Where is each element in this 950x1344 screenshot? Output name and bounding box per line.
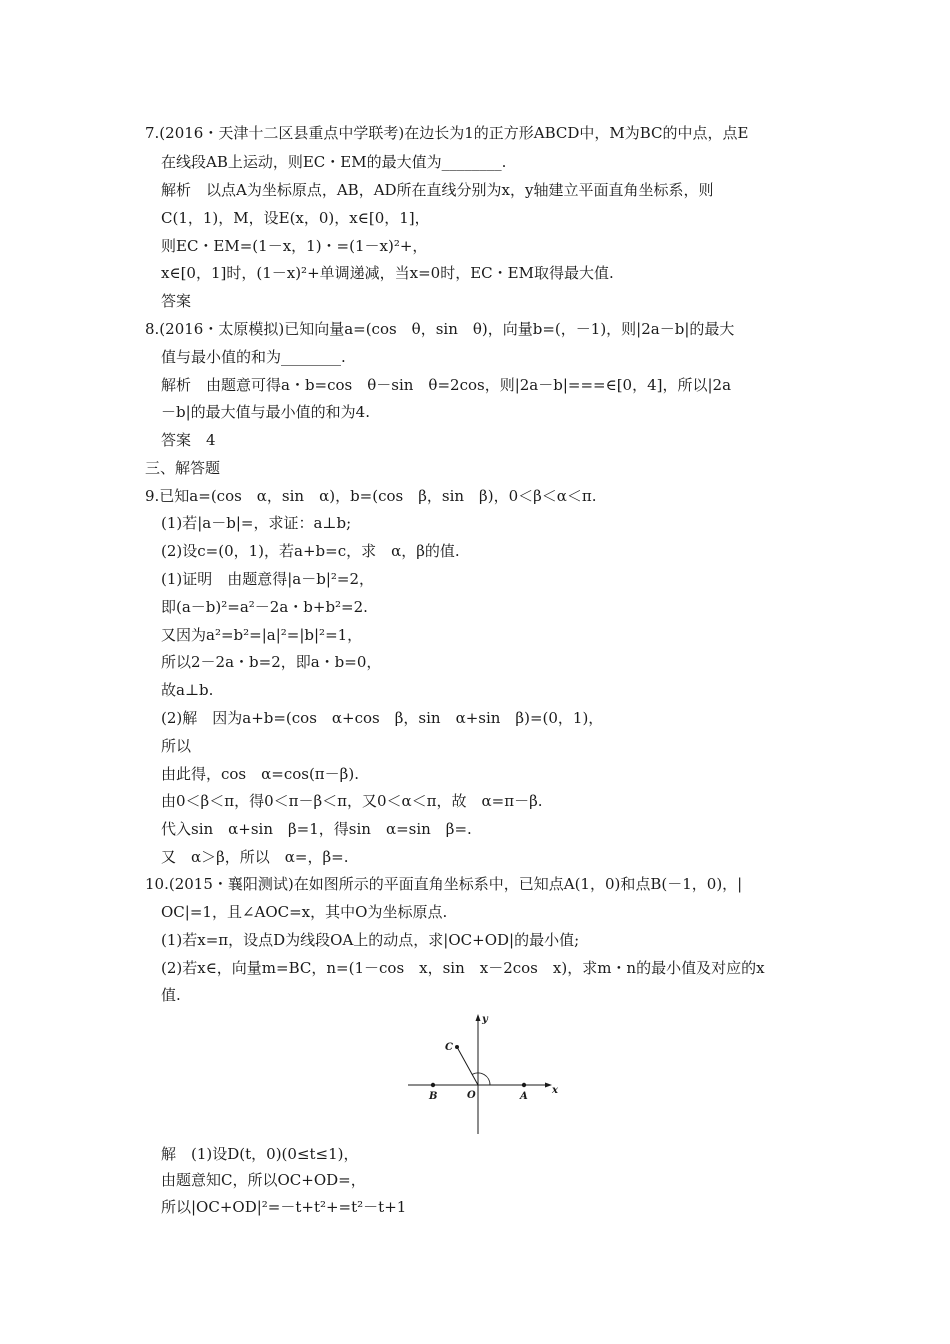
problem-7-analysis-line: C(1，1)，M，设E(x，0)，x∈[0，1]， xyxy=(161,209,430,227)
problem-9-proof-line: 所以2－2a・b=2，即a・b=0， xyxy=(161,653,382,671)
point-c-dot xyxy=(455,1045,459,1049)
problem-8-stem: 8.(2016・太原模拟)已知向量a=(cos θ，sin θ)，向量b=(，－1)，则|2a－b|的最大 xyxy=(145,320,735,338)
problem-10-solution: 解 (1)设D(t，0)(0≤t≤1)， xyxy=(161,1145,359,1163)
problem-9-proof-line: 故a⊥b. xyxy=(161,681,214,699)
problem-7-stem: 7.(2016・天津十二区县重点中学联考)在边长为1的正方形ABCD中，M为BC的中点，点E xyxy=(145,124,749,142)
y-axis-arrow xyxy=(476,1014,481,1021)
label-x: x xyxy=(552,1085,558,1096)
problem-7-analysis-line: x∈[0，1]时，(1－x)²+单调递减，当x=0时，EC・EM取得最大值. xyxy=(161,264,614,282)
problem-10-stem-cont: OC|=1，且∠AOC=x，其中O为坐标原点. xyxy=(161,903,448,921)
problem-10-part-1: (1)若x=π，设点D为线段OA上的动点，求|OC+OD|的最小值; xyxy=(161,931,580,949)
problem-9-solution-line: 又 α＞β，所以 α=，β=. xyxy=(161,848,349,866)
problem-7-stem-cont: 在线段AB上运动，则EC・EM的最大值为________. xyxy=(161,153,507,171)
problem-7-analysis-line: 则EC・EM=(1－x，1)・=(1－x)²+， xyxy=(161,237,428,255)
label-a: A xyxy=(520,1091,528,1102)
problem-10-solution-line: 所以|OC+OD|²=－t+t²+=t²－t+1 xyxy=(161,1198,407,1216)
section-heading: 三、解答题 xyxy=(145,459,221,477)
problem-10-stem: 10.(2015・襄阳测试)在如图所示的平面直角坐标系中，已知点A(1，0)和点B(－1，0)，| xyxy=(145,875,743,893)
problem-9-solution-line: 由0＜β＜π，得0＜π－β＜π，又0＜α＜π，故 α=π－β. xyxy=(161,792,543,810)
coordinate-diagram xyxy=(400,1012,570,1137)
problem-8-stem-cont: 值与最小值的和为________. xyxy=(161,348,346,366)
problem-8-analysis: 解析 由题意可得a・b=cos θ－sin θ=2cos，则|2a－b|===∈[0，4]，所以|2a xyxy=(161,376,732,394)
problem-8-analysis-line: －b|的最大值与最小值的和为4. xyxy=(161,403,370,421)
problem-9-part-2: (2)设c=(0，1)，若a+b=c，求 α，β的值. xyxy=(161,542,460,560)
label-y: y xyxy=(482,1014,488,1025)
problem-9-solution-line: 代入sin α+sin β=1，得sin α=sin β=. xyxy=(161,820,472,838)
segment-oc xyxy=(457,1047,478,1085)
problem-9-solution-line: 由此得，cos α=cos(π－β). xyxy=(161,765,359,783)
problem-9-solution: (2)解 因为a+b=(cos α+cos β，sin α+sin β)=(0，1)， xyxy=(161,709,604,727)
problem-9-part-1: (1)若|a－b|=，求证：a⊥b; xyxy=(161,514,352,532)
problem-9-proof-line: 即(a－b)²=a²－2a・b+b²=2. xyxy=(161,598,368,616)
x-axis-arrow xyxy=(545,1083,552,1088)
problem-7-answer: 答案 xyxy=(161,292,192,310)
point-b-dot xyxy=(431,1083,435,1087)
problem-10-solution-line: 由题意知C，所以OC+OD=， xyxy=(161,1171,366,1189)
point-a-dot xyxy=(522,1083,526,1087)
label-o: O xyxy=(467,1090,476,1101)
problem-9-proof-line: 又因为a²=b²=|a|²=|b|²=1， xyxy=(161,626,363,644)
problem-7-analysis: 解析 以点A为坐标原点，AB，AD所在直线分别为x，y轴建立平面直角坐标系，则 xyxy=(161,181,714,199)
problem-8-answer: 答案 4 xyxy=(161,431,216,449)
label-c: C xyxy=(445,1042,453,1053)
problem-9-proof: (1)证明 由题意得|a－b|²=2， xyxy=(161,570,375,588)
coordinate-figure xyxy=(400,1012,570,1137)
problem-10-part-2: (2)若x∈，向量m=BC，n=(1－cos x，sin x－2cos x)，求m・n的最小值及对应的x xyxy=(161,959,765,977)
problem-10-part-2-cont: 值. xyxy=(161,986,181,1004)
problem-9-solution-line: 所以 xyxy=(161,737,192,755)
problem-9-stem: 9.已知a=(cos α，sin α)，b=(cos β，sin β)，0＜β＜α＜π. xyxy=(145,487,597,505)
label-b: B xyxy=(429,1091,438,1102)
